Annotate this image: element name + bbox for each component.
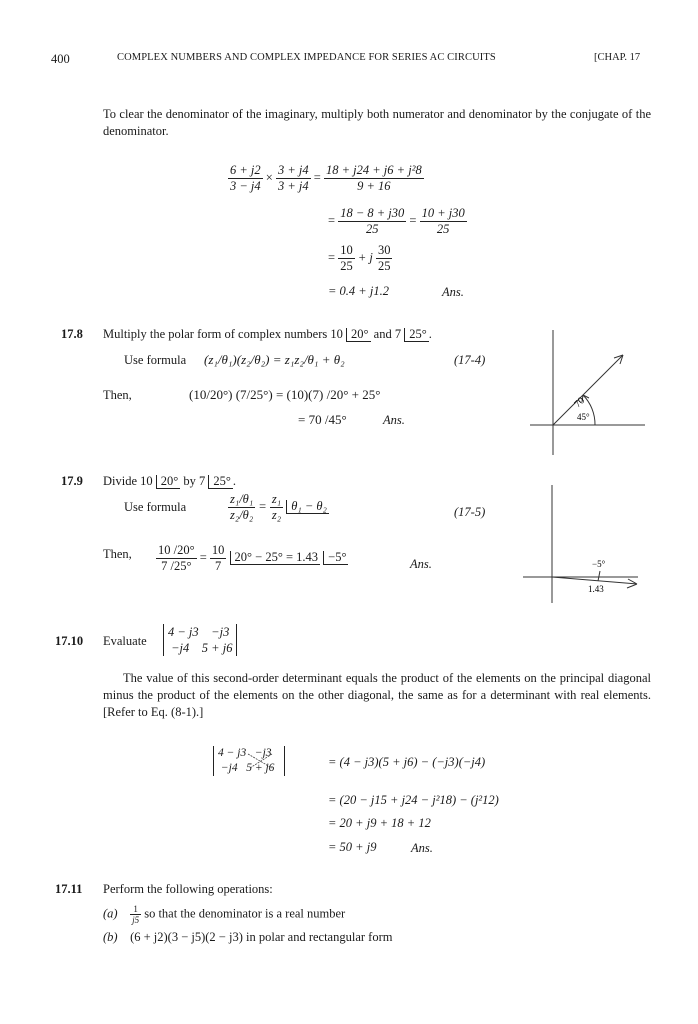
problem-number-17-9: 17.9 xyxy=(61,474,83,488)
part-a-text: so that the denominator is a real number xyxy=(144,906,346,921)
problem-17-8-statement xyxy=(103,327,432,342)
frac-den: 25 xyxy=(436,222,450,236)
part-label: (a) xyxy=(103,906,118,921)
det-entry: 4 − j3 xyxy=(218,747,247,759)
angle-label: 45° xyxy=(577,412,590,422)
answer-label: Ans. xyxy=(383,413,405,427)
determinant xyxy=(163,624,237,656)
answer-label: Ans. xyxy=(410,557,432,571)
det-line-1: = (4 − j3)(5 + j6) − (−j3)(−j4) xyxy=(328,755,486,769)
det-entry: −j4 xyxy=(220,762,238,774)
frac-den: j5 xyxy=(132,915,140,925)
frac-den: 9 + 16 xyxy=(357,179,391,193)
frac-num: z₁/θ₁ xyxy=(230,492,254,506)
frac-num: z₁ xyxy=(271,492,282,506)
times-sign: × xyxy=(265,170,273,185)
vector-magnitude-label: 1.43 xyxy=(588,584,604,594)
plus-j: + j xyxy=(357,250,373,265)
part-a xyxy=(103,904,345,925)
frac-den: 25 xyxy=(377,259,391,273)
intro-paragraph: To clear the denominator of the imaginary, multiply both numerator and denominator by the conjugate of the denominator. xyxy=(103,107,651,138)
frac-num: 10 xyxy=(340,243,353,257)
angle-symbol: θ₁ − θ₂ xyxy=(286,500,329,514)
statement-text: Multiply the polar form of complex numbers 10 xyxy=(103,327,343,341)
chapter-label: [CHAP. 17 xyxy=(594,52,641,63)
eq-line-3: = $\frac{10}{25}$ + j $\frac{30}{25}$ xyxy=(328,243,391,273)
problem-number-17-11: 17.11 xyxy=(55,882,83,896)
running-title: COMPLEX NUMBERS AND COMPLEX IMPEDANCE FOR SERIES AC CIRCUITS xyxy=(117,52,496,63)
answer-label: Ans. xyxy=(442,285,464,299)
angle-symbol: −5° xyxy=(323,551,348,565)
eq-line-4: = 0.4 + j1.2 xyxy=(328,284,389,298)
frac-den: z₂ xyxy=(271,508,282,522)
then-label: Then, xyxy=(103,388,132,402)
det-entry: −j3 xyxy=(254,747,272,759)
angle-symbol: 25° xyxy=(208,475,233,489)
part-b-text: (6 + j2)(3 − j5)(2 − j3) in polar and rectangular form xyxy=(130,930,393,944)
polar-diagram-17-9 xyxy=(518,485,648,605)
frac-num: 10 /20° xyxy=(158,543,195,557)
frac-num: 6 + j2 xyxy=(230,163,261,177)
frac-num: 3 + j4 xyxy=(277,163,309,177)
frac-den: 25 xyxy=(340,259,353,273)
angle-expression: 20° − 25° = 1.43 xyxy=(230,551,320,565)
frac-den: 3 + j4 xyxy=(277,179,309,193)
vector-magnitude-label: 70 xyxy=(572,395,588,411)
then-label: Then, xyxy=(103,547,132,561)
part-label: (b) xyxy=(103,930,118,944)
frac-den: 3 − j4 xyxy=(230,179,261,193)
det-entry: −j4 xyxy=(171,641,190,655)
eq-line-2: = $\frac{18 - 8 + j30}{25}$ = $\frac{10 + j30}{25}$ xyxy=(328,206,465,236)
frac-num: 10 xyxy=(211,543,225,557)
eq-17-9: $\frac{10 /20^\circ}{7 /25^\circ}$ = $\frac{10}{7}$ 20° − 25° = 1.43 −5° xyxy=(158,543,347,573)
det-entry: 4 − j3 xyxy=(168,625,199,639)
frac-den: 7 /25° xyxy=(161,559,192,573)
formula-ref-17-4: (17-4) xyxy=(454,353,486,367)
angle-symbol: 20° xyxy=(346,328,371,342)
formula-17-4: (z₁/θ₁)(z₂/θ₂) = z₁z₂/θ₁ + θ₂ xyxy=(204,352,345,367)
frac-den: 7 xyxy=(215,559,222,573)
use-formula-label: Use formula xyxy=(124,353,187,367)
eq-line-1: $\frac{6 + j2}{3 - j4}$ × $\frac{3 + j4}{3 + j4}$ = $\frac{\text{18 + j24 + j6 + j²8}}{9 + 16}$ xyxy=(230,163,422,193)
angle-label: −5° xyxy=(592,559,606,569)
statement-text: and 7 xyxy=(373,327,402,341)
answer-label: Ans. xyxy=(411,841,433,855)
part-b xyxy=(103,930,392,945)
angle-symbol: 20° xyxy=(156,475,181,489)
angle-symbol: 25° xyxy=(404,328,429,342)
det-line-2: = (20 − j15 + j24 − j²18) − (j²12) xyxy=(328,793,499,807)
problem-number-17-8: 17.8 xyxy=(61,327,83,341)
use-formula-label: Use formula xyxy=(124,500,187,514)
det-line-3: = 20 + j9 + 18 + 12 xyxy=(328,816,431,830)
frac-num: 30 xyxy=(377,243,391,257)
problem-17-10-explanation: The value of this second-order determinant equals the product of the elements on the principal diagonal minus the product of the elements on the other diagonal, the same as for a determinant with real elements. [Refer to Eq. (8-1).] xyxy=(103,671,651,719)
diagonal-arrows xyxy=(244,750,284,774)
problem-17-9-statement xyxy=(103,474,236,489)
evaluate-label: Evaluate xyxy=(103,634,147,648)
period: . xyxy=(428,327,432,341)
eq-17-8-lhs: (10/20°) (7/25°) = (10)(7) /20° + 25° xyxy=(189,387,381,402)
frac-den: z₂/θ₂ xyxy=(230,508,254,522)
det-entry: 5 + j6 xyxy=(201,641,233,655)
formula-ref-17-5: (17-5) xyxy=(454,505,486,519)
phasor-vector xyxy=(552,577,637,584)
problem-17-11-statement: Perform the following operations: xyxy=(103,882,273,896)
determinant-diagonals xyxy=(213,746,285,776)
eq-17-8-rhs: = 70 /45° xyxy=(298,412,347,427)
frac-den: 25 xyxy=(365,222,379,236)
angle-arc xyxy=(598,571,600,581)
period: . xyxy=(232,474,237,488)
page-number: 400 xyxy=(51,52,70,66)
polar-diagram-17-8 xyxy=(520,330,650,460)
frac-num: 18 + j24 + j6 + j²8 xyxy=(325,163,422,177)
formula-17-5: $\frac{\text{z₁/θ₁}}{\text{z₂/θ₂}}$ = $\frac{\text{z₁}}{\text{z₂}}$ θ₁ − θ₂ xyxy=(230,492,327,522)
frac-num: 18 − 8 + j30 xyxy=(340,206,405,220)
statement-text: Divide 10 xyxy=(103,474,153,488)
problem-number-17-10: 17.10 xyxy=(55,634,84,648)
statement-text: by 7 xyxy=(183,474,206,488)
det-line-4: = 50 + j9 xyxy=(328,840,377,854)
det-entry: −j3 xyxy=(211,625,230,639)
frac-num: 1 xyxy=(130,904,141,915)
frac-num: 10 + j30 xyxy=(421,206,465,220)
det-entry: 5 + j6 xyxy=(246,762,275,774)
